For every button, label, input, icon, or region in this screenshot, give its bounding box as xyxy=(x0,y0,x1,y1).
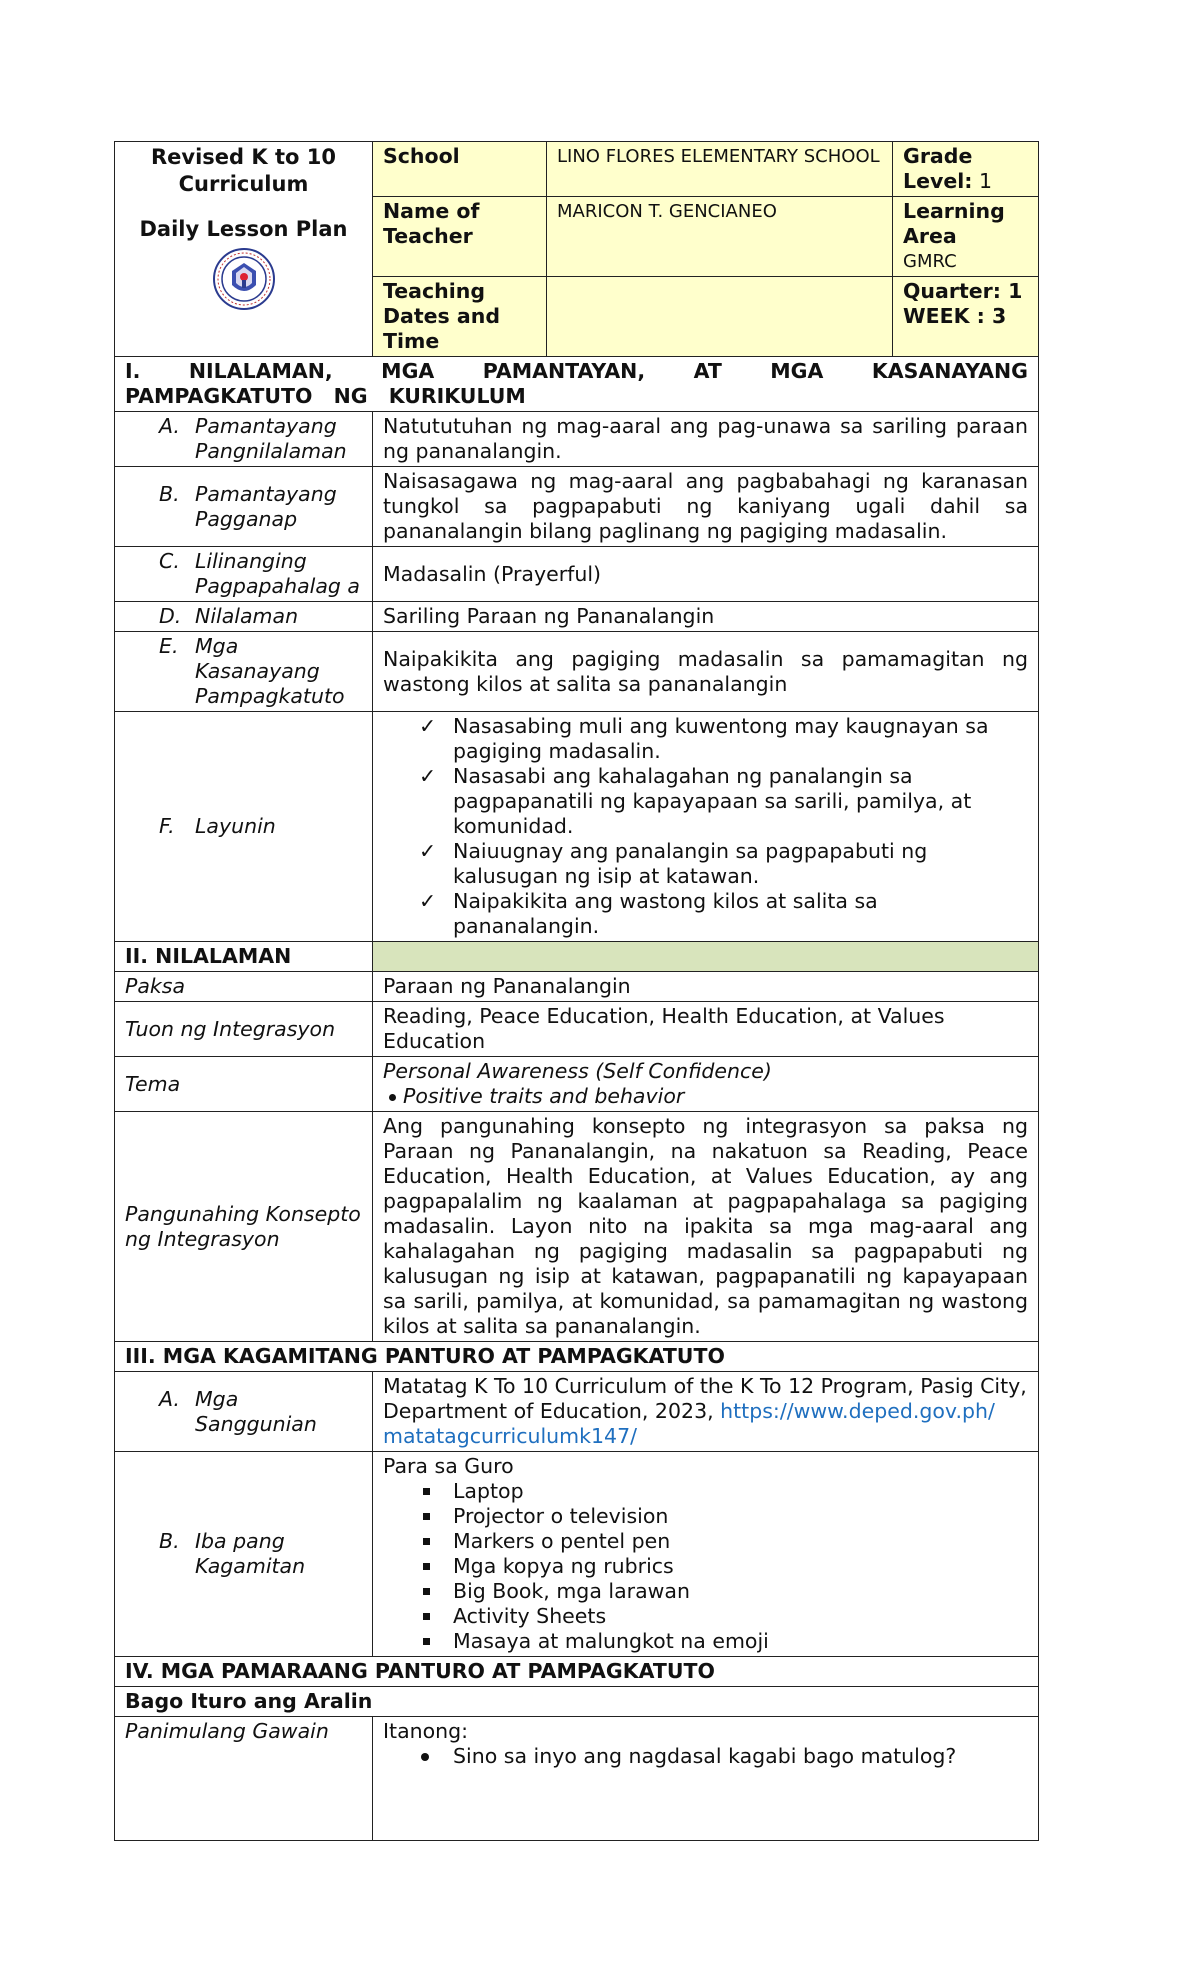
s3-b-letter: B. xyxy=(159,1529,180,1553)
deped-seal-icon xyxy=(212,247,276,311)
area-value: GMRC xyxy=(903,251,957,272)
header-title-line2: Curriculum xyxy=(178,172,309,196)
lesson-plan-table xyxy=(114,141,1039,1841)
s1-c-value: Madasalin (Prayerful) xyxy=(373,547,1039,602)
s1-f-label: Layunin xyxy=(195,814,276,838)
s3-b-cell xyxy=(373,1452,1039,1657)
header-title-line3: Daily Lesson Plan xyxy=(139,217,348,241)
s1-f-letter: F. xyxy=(159,814,175,838)
school-value: LINO FLORES ELEMENTARY SCHOOL xyxy=(547,142,893,197)
section1-title: I. NILALAMAN, MGA PAMANTAYAN, AT MGA KASANAYANG PAMPAGKATUTO NG KURIKULUM xyxy=(115,357,1039,412)
s3-b-label-cell xyxy=(115,1452,373,1657)
s1-b-letter: B. xyxy=(159,481,180,506)
s1-c-letter: C. xyxy=(159,549,180,573)
grade-cell xyxy=(893,142,1039,197)
tema-cell xyxy=(373,1057,1039,1112)
list-item: Activity Sheets xyxy=(383,1604,1028,1629)
list-item: Mga kopya ng rubrics xyxy=(383,1554,1028,1579)
paksa-label: Paksa xyxy=(115,972,373,1002)
quarter-cell xyxy=(893,277,1039,357)
tema-list xyxy=(387,1084,1028,1109)
section2-title-filler xyxy=(373,942,1039,972)
quarter-value: 1 xyxy=(1008,279,1023,303)
list-item: ✓ Nasasabi ang kahalagahan ng panalangin sa pagpapanatili ng kapayapaan sa sarili, pamilya, at komunidad. xyxy=(383,764,1028,839)
s3-b-label: Iba pang Kagamitan xyxy=(195,1529,306,1578)
header-title-cell xyxy=(115,142,373,357)
school-label: School xyxy=(373,142,547,197)
section3-title: III. MGA KAGAMITANG PANTURO AT PAMPAGKATUTO xyxy=(115,1342,1039,1372)
materials-list xyxy=(383,1479,1028,1654)
s1-d-value: Sariling Paraan ng Pananalangin xyxy=(373,602,1039,632)
s1-e-value: Naipakikita ang pagiging madasalin sa pamamagitan ng wastong kilos at salita sa pananalangin xyxy=(373,632,1039,712)
s3-a-letter: A. xyxy=(159,1386,180,1411)
quarter-label: Quarter: xyxy=(903,279,1001,303)
s1-a-label: Pamantayang Pangnilalaman xyxy=(195,414,347,463)
teacher-value: MARICON T. GENCIANEO xyxy=(547,197,893,277)
area-cell xyxy=(893,197,1039,277)
s1-c-label: Lilinanging Pagpapahalag a xyxy=(195,549,360,598)
s1-a-value: Natututuhan ng mag-aaral ang pag-unawa sa sariling paraan ng pananalangin. xyxy=(373,412,1039,467)
panimula-label: Panimulang Gawain xyxy=(115,1717,373,1841)
week-label: WEEK : xyxy=(903,304,985,328)
s3-b-intro: Para sa Guro xyxy=(383,1454,514,1478)
s1-a-label-cell xyxy=(115,412,373,467)
list-item: ✓ Nasasabing muli ang kuwentong may kaugnayan sa pagiging madasalin. xyxy=(383,714,1028,764)
dates-label: Teaching Dates and Time xyxy=(373,277,547,357)
list-item: Masaya at malungkot na emoji xyxy=(383,1629,1028,1654)
lesson-plan-document xyxy=(114,141,1038,1841)
teacher-label: Name of Teacher xyxy=(373,197,547,277)
grade-label: Grade Level: xyxy=(903,144,973,193)
dates-value xyxy=(547,277,893,357)
s1-d-letter: D. xyxy=(159,604,182,628)
grade-value: 1 xyxy=(979,169,993,193)
header-title-line1: Revised K to 10 xyxy=(151,145,336,169)
section4-title: IV. MGA PAMARAANG PANTURO AT PAMPAGKATUTO xyxy=(115,1657,1039,1687)
s3-a-value: Matatag K To 10 Curriculum of the K To 12 Program, Pasig City, Department of Education, 2023, xyxy=(383,1374,1027,1423)
tuon-value: Reading, Peace Education, Health Education, at Values Education xyxy=(373,1002,1039,1057)
s1-d-label-cell xyxy=(115,602,373,632)
list-item: Positive traits and behavior xyxy=(387,1084,1028,1109)
s1-e-letter: E. xyxy=(159,634,179,658)
panimula-intro: Itanong: xyxy=(383,1719,469,1743)
list-item: ✓ Naiuugnay ang panalangin sa pagpapabuti ng kalusugan ng isip at katawan. xyxy=(383,839,1028,889)
s1-c-label-cell xyxy=(115,547,373,602)
list-item: ✓ Naipakikita ang wastong kilos at salita sa pananalangin. xyxy=(383,889,1028,939)
s3-a-label-cell xyxy=(115,1372,373,1452)
section4-subtitle: Bago Ituro ang Aralin xyxy=(115,1687,1039,1717)
list-item: Markers o pentel pen xyxy=(383,1529,1028,1554)
s3-a-label: Mga Sanggunian xyxy=(195,1386,317,1436)
tema-label: Tema xyxy=(115,1057,373,1112)
tema-value: Personal Awareness (Self Confidence) xyxy=(383,1059,772,1083)
tuon-label: Tuon ng Integrasyon xyxy=(115,1002,373,1057)
panimula-list xyxy=(383,1744,1028,1769)
s1-e-label: Mga Kasanayang Pampagkatuto xyxy=(195,634,345,708)
deped-link[interactable]: https://www.deped.gov.ph/ matatagcurriculumk147/ xyxy=(383,1399,995,1448)
week-value: 3 xyxy=(991,304,1007,328)
s1-a-letter: A. xyxy=(159,414,180,438)
s3-a-cell xyxy=(373,1372,1039,1452)
paksa-value: Paraan ng Pananalangin xyxy=(373,972,1039,1002)
konsepto-value: Ang pangunahing konsepto ng integrasyon sa paksa ng Paraan ng Pananalangin, na nakatuon sa Reading, Peace Education, Health Education, at Values Education, ay ang pagpapalalim ng kaalaman at pagpapahalaga sa pagiging madasalin. Layon nito na ipakita sa mga mag-aaral ang kahalagahan ng pagiging madasalin sa pagpapabuti ng kalusugan ng isip at katawan, pagpapanatili ng kapayapaan sa sarili, pamilya, at komunidad, sa pamamagitan ng wastong kilos at salita sa pananalangin. xyxy=(373,1112,1039,1342)
konsepto-label: Pangunahing Konsepto ng Integrasyon xyxy=(115,1112,373,1342)
s1-e-label-cell xyxy=(115,632,373,712)
objectives-list xyxy=(383,714,1028,939)
area-label: Learning Area xyxy=(903,199,1005,248)
s1-f-objectives xyxy=(373,712,1039,942)
s1-b-label: Pamantayang Pagganap xyxy=(195,481,337,531)
list-item: Sino sa inyo ang nagdasal kagabi bago matulog? xyxy=(383,1744,1028,1769)
s1-d-label: Nilalaman xyxy=(195,604,299,628)
panimula-cell xyxy=(373,1717,1039,1841)
list-item: Big Book, mga larawan xyxy=(383,1579,1028,1604)
list-item: Projector o television xyxy=(383,1504,1028,1529)
s1-f-label-cell xyxy=(115,712,373,942)
section2-title: II. NILALAMAN xyxy=(115,942,373,972)
list-item: Laptop xyxy=(383,1479,1028,1504)
s1-b-value: Naisasagawa ng mag-aaral ang pagbabahagi ng karanasan tungkol sa pagpapabuti ng kaniyang ugali dahil sa pananalangin bilang paglinang ng pagiging madasalin. xyxy=(373,467,1039,547)
s1-b-label-cell xyxy=(115,467,373,547)
